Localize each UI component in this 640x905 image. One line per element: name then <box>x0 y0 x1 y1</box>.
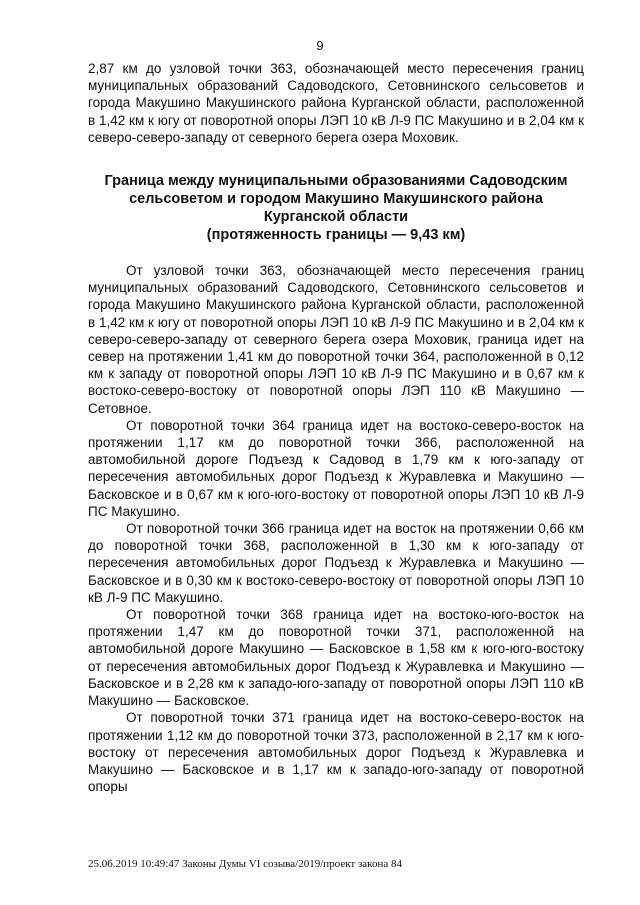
body-paragraph: От поворотной точки 364 граница идет на востоко-северо-восток на протяжении 1,17 км до поворотной точки 366, расположенной на автомобильной дороге Подъезд к Садовод в 1,79 км к юго-западу от пересечения автомобильных дорог Подъезд к Журавлевка и Макушино — Басковское и в 0,67 км к юго-юго-востоку от поворотной опоры ЛЭП 10 кВ Л-9 ПС Макушино. <box>88 417 584 519</box>
heading-line: Курганской области <box>263 209 409 226</box>
document-body <box>88 60 584 795</box>
intro-paragraph: 2,87 км до узловой точки 363, обозначающей место пересечения границ муниципальных образований Садоводского, Сетовнинского сельсоветов и города Макушино Макушинского района Курганской области, расположенной в 1,42 км к югу от поворотной опоры ЛЭП 10 кВ Л-9 ПС Макушино и в 2,04 км к северо-северо-западу от северного берега озера Моховик. <box>88 61 584 145</box>
section-heading <box>88 172 584 244</box>
footer-stamp: 25.06.2019 10:49:47 Законы Думы VI созыва/2019/проект закона 84 <box>88 858 402 870</box>
heading-line: (протяженность границы — 9,43 км) <box>206 227 466 244</box>
heading-line: Граница между муниципальными образованиями Садоводским <box>104 173 568 190</box>
heading-line: сельсоветом и городом Макушино Макушинского района <box>129 191 543 208</box>
body-paragraph: От узловой точки 363, обозначающей место пересечения границ муниципальных образований Садоводского, Сетовнинского сельсоветов и города Макушино Макушинского района Курганской области, расположенной в 1,42 км к югу от поворотной опоры ЛЭП 10 кВ Л-9 ПС Макушино и в 2,04 км к северо-северо-западу от северного берега озера Моховик, граница идет на север на протяжении 1,41 км до поворотной точки 364, расположенной в 0,12 км к западу от поворотной опоры ЛЭП 10 кВ Л-9 ПС Макушино и в 0,67 км к востоко-северо-востоку от поворотной опоры ЛЭП 110 кВ Макушино — Сетовное. <box>88 263 584 416</box>
body-paragraph: От поворотной точки 366 граница идет на восток на протяжении 0,66 км до поворотной точки 368, расположенной в 1,30 км к юго-западу от пересечения автомобильных дорог Подъезд к Журавлевка и Макушино — Басковское и в 0,30 км к востоко-северо-востоку от поворотной опоры ЛЭП 10 кВ Л-9 ПС Макушино. <box>88 521 584 605</box>
body-paragraph: От поворотной точки 368 граница идет на востоко-юго-восток на протяжении 1,47 км до поворотной точки 371, расположенной на автомобильной дороге Макушино — Басковское в 1,58 км к юго-юго-востоку от пересечения автомобильных дорог Подъезд к Журавлевка и Макушино — Басковское и в 2,28 км к западо-юго-западу от поворотной опоры ЛЭП 110 кВ Макушино — Басковское. <box>88 607 584 709</box>
body-paragraph: От поворотной точки 371 граница идет на востоко-северо-восток на протяжении 1,12 км до поворотной точки 373, расположенной в 2,17 км к юго-востоку от пересечения автомобильных дорог Подъезд к Журавлевка и Макушино — Басковское и в 1,17 км к западо-юго-западу от поворотной опоры <box>88 710 584 795</box>
page-number: 9 <box>316 38 324 53</box>
